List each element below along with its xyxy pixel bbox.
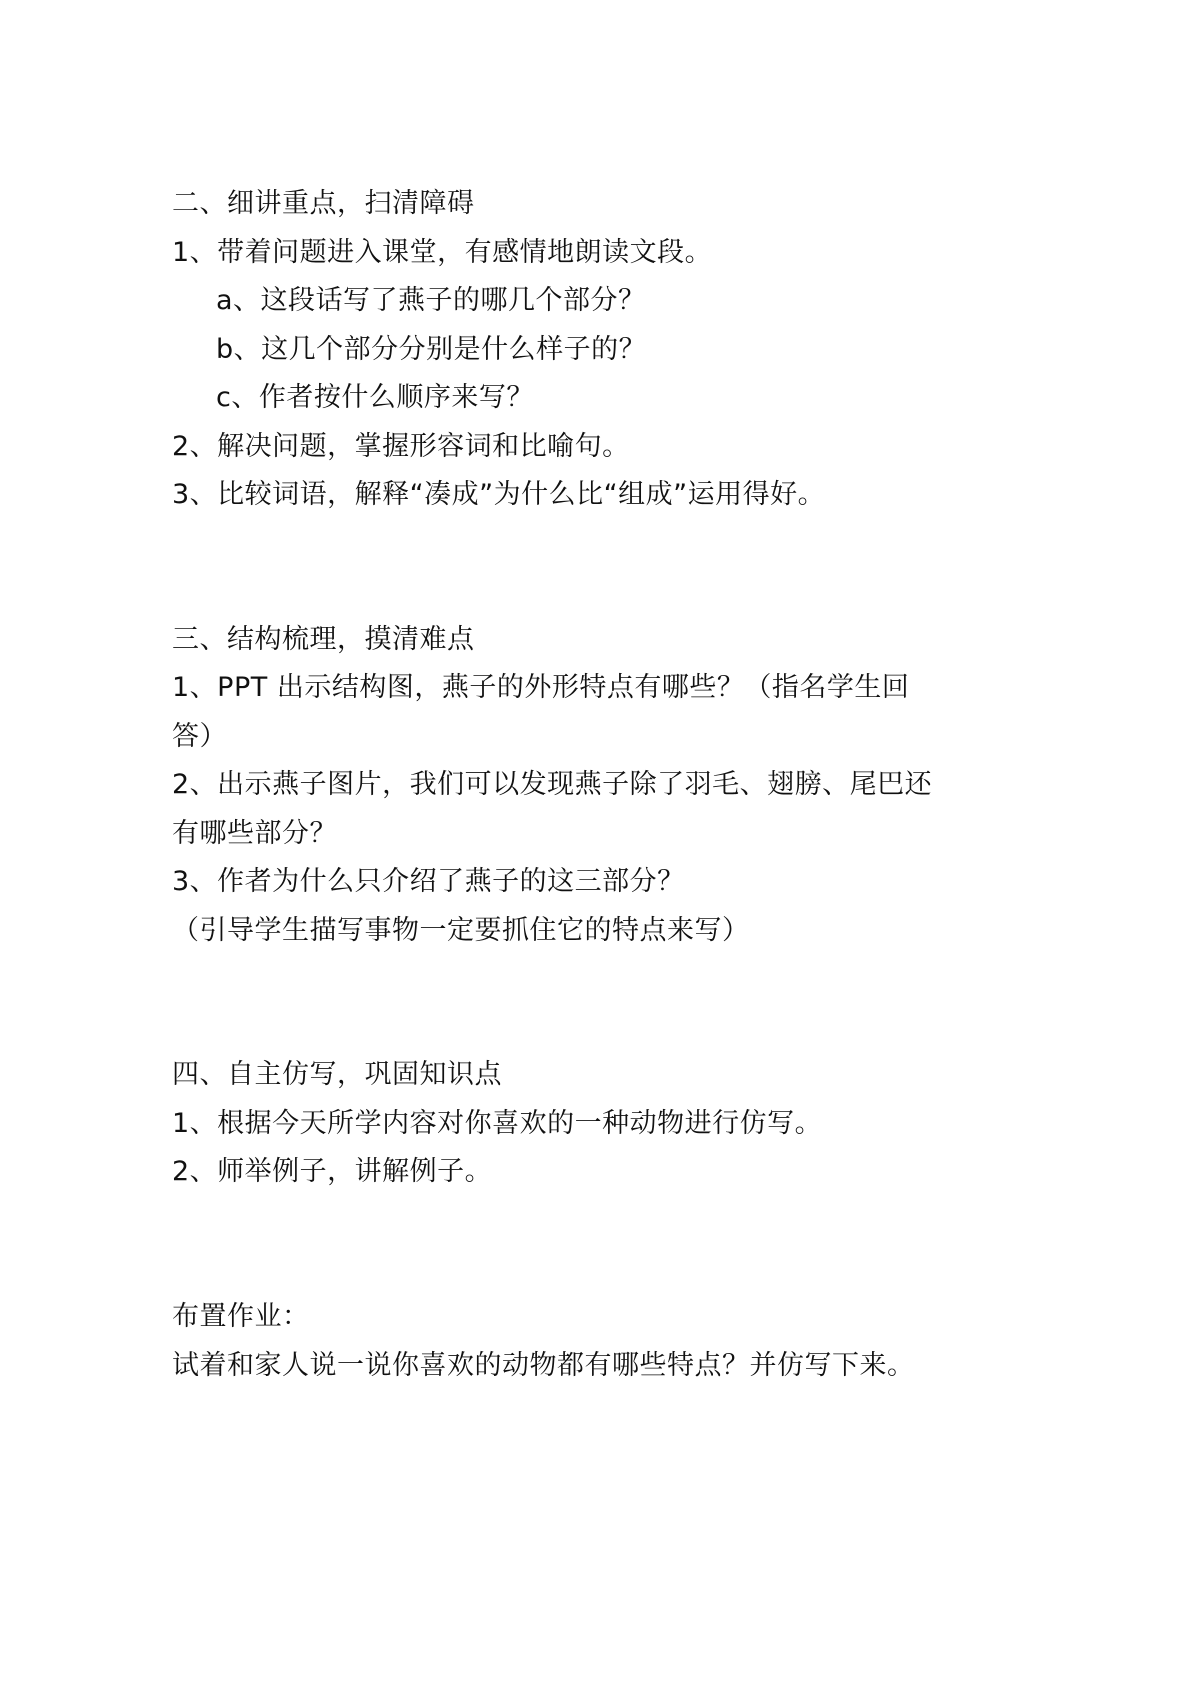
section3-item2-line2: 有哪些部分？ bbox=[172, 817, 337, 849]
section4-item2: 2、师举例子，讲解例子。 bbox=[172, 1156, 493, 1187]
section3-heading: 三、结构梳理，摸清难点 bbox=[172, 623, 475, 655]
section3-note: （引导学生描写事物一定要抓住它的特点来写） bbox=[172, 914, 750, 946]
document-page bbox=[172, 180, 1052, 1390]
section3-item2-line1: 2、出示燕子图片，我们可以发现燕子除了羽毛、翅膀、尾巴还 bbox=[172, 769, 933, 800]
section2-heading: 二、细讲重点，扫清障碍 bbox=[172, 188, 475, 219]
section2-item2: 2、解决问题，掌握形容词和比喻句。 bbox=[172, 430, 630, 462]
section2-sub-a: a、这段话写了燕子的哪几个部分？ bbox=[216, 285, 646, 316]
section4-item1: 1、根据今天所学内容对你喜欢的一种动物进行仿写。 bbox=[172, 1107, 823, 1139]
section-spacer bbox=[172, 520, 1052, 616]
section3-item3: 3、作者为什么只介绍了燕子的这三部分？ bbox=[172, 866, 685, 897]
homework-text: 试着和家人说一说你喜欢的动物都有哪些特点？并仿写下来。 bbox=[172, 1349, 915, 1381]
homework-heading: 布置作业： bbox=[172, 1301, 310, 1332]
section2-item1: 1、带着问题进入课堂，有感情地朗读文段。 bbox=[172, 236, 713, 268]
section4-heading: 四、自主仿写，巩固知识点 bbox=[172, 1059, 502, 1090]
section-spacer bbox=[172, 1197, 1052, 1294]
section3-item1-line2: 答） bbox=[172, 720, 227, 752]
section2-sub-c: c、作者按什么顺序来写？ bbox=[216, 382, 534, 413]
section3-item1-line1: 1、PPT 出示结构图，燕子的外形特点有哪些？（指名学生回 bbox=[172, 672, 910, 703]
section2-item3: 3、比较词语，解释“凑成”为什么比“组成”运用得好。 bbox=[172, 479, 826, 510]
section-spacer bbox=[172, 955, 1052, 1051]
section2-sub-b: b、这几个部分分别是什么样子的？ bbox=[216, 333, 647, 365]
